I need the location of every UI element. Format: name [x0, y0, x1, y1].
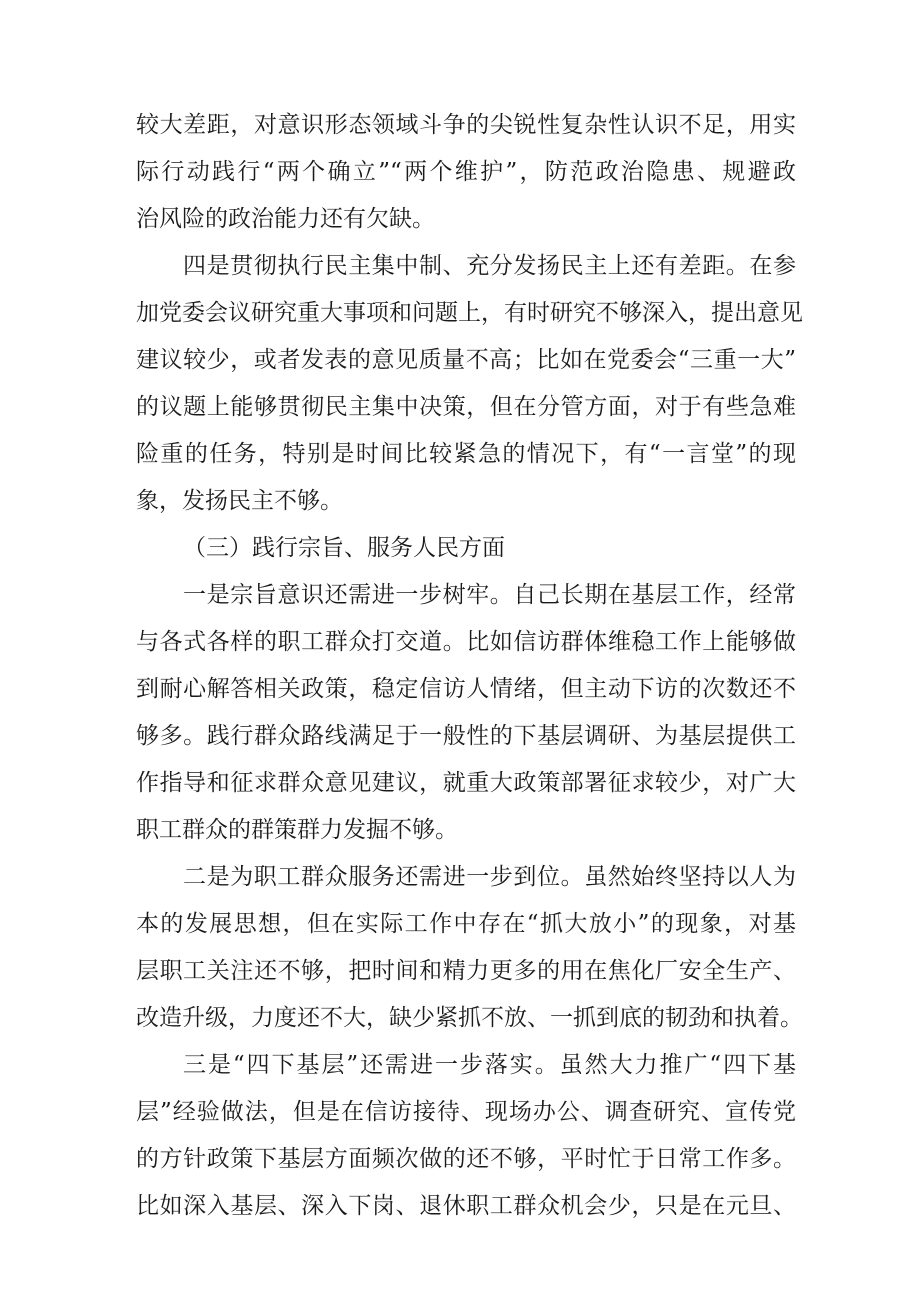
text-line: 建议较少，或者发表的意见质量不高；比如在党委会“三重一大”: [136, 347, 796, 373]
text-line: 际行动践行“两个确立”“两个维护”，防范政治隐患、规避政: [136, 159, 796, 185]
text-line: 象，发扬民主不够。: [136, 488, 343, 514]
text-line: 较大差距，对意识形态领域斗争的尖锐性复杂性认识不足，用实: [136, 112, 796, 138]
text-line: 层职工关注还不够，把时间和精力更多的用在焦化厂安全生产、: [136, 958, 796, 984]
text-line: 本的发展思想，但在实际工作中存在“抓大放小”的现象，对基: [136, 911, 796, 937]
text-line: 险重的任务，特别是时间比较紧急的情况下，有“一言堂”的现: [136, 441, 796, 467]
text-line: 作指导和征求群众意见建议，就重大政策部署征求较少，对广大: [136, 770, 796, 796]
text-line: 二是为职工群众服务还需进一步到位。虽然始终坚持以人为: [183, 864, 796, 890]
text-line: 够多。践行群众路线满足于一般性的下基层调研、为基层提供工: [136, 723, 796, 749]
text-line: 层”经验做法，但是在信访接待、现场办公、调查研究、宣传党: [136, 1099, 796, 1125]
text-line: 治风险的政治能力还有欠缺。: [136, 206, 435, 232]
section-heading: （三）践行宗旨、服务人民方面: [183, 535, 505, 561]
text-line: 三是“四下基层”还需进一步落实。虽然大力推广“四下基: [183, 1052, 796, 1078]
text-line: 的议题上能够贯彻民主集中决策，但在分管方面，对于有些急难: [136, 394, 796, 420]
text-line: 比如深入基层、深入下岗、退休职工群众机会少，只是在元旦、: [136, 1193, 796, 1219]
text-line: 与各式各样的职工群众打交道。比如信访群体维稳工作上能够做: [136, 629, 796, 655]
text-line: 职工群众的群策群力发掘不够。: [136, 817, 458, 843]
text-line: 的方针政策下基层方面频次做的还不够，平时忙于日常工作多。: [136, 1146, 796, 1172]
text-line: 一是宗旨意识还需进一步树牢。自己长期在基层工作，经常: [183, 582, 796, 608]
text-line: 改造升级，力度还不大，缺少紧抓不放、一抓到底的韧劲和执着。: [136, 1005, 803, 1031]
text-line: 四是贯彻执行民主集中制、充分发扬民主上还有差距。在参: [183, 253, 796, 279]
text-line: 加党委会议研究重大事项和问题上，有时研究不够深入，提出意见: [136, 300, 803, 326]
text-line: 到耐心解答相关政策，稳定信访人情绪，但主动下访的次数还不: [136, 676, 796, 702]
